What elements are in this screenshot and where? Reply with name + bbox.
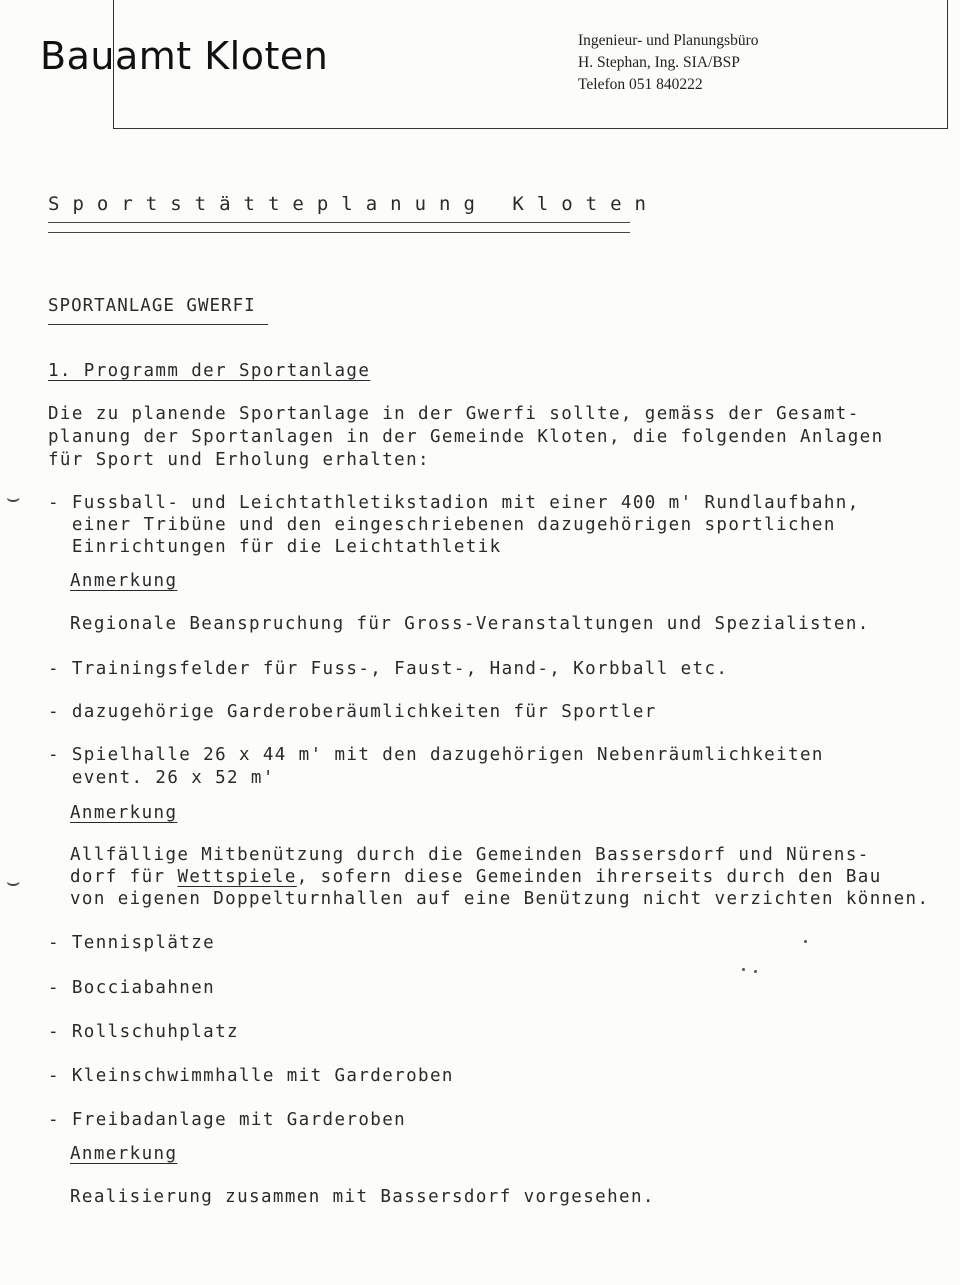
scan-speck <box>742 968 745 971</box>
note-2-line-2-post: , sofern diese Gemeinden ihrerseits durch den Bau <box>296 867 882 887</box>
scan-speck <box>804 940 807 943</box>
schwimmhalle-item: - Kleinschwimmhalle mit Garderoben <box>48 1066 454 1086</box>
garderobe-item: - dazugehörige Garderoberäumlichkeiten für Sportler <box>48 702 657 722</box>
scan-speck <box>754 970 757 973</box>
document-title: Sportstätteplanung Kloten <box>48 193 659 215</box>
intro-line-1: Die zu planende Sportanlage in der Gwerfi sollte, gemäss der Gesamt- <box>48 404 860 424</box>
note-text-3: Realisierung zusammen mit Bassersdorf vorgesehen. <box>70 1187 655 1207</box>
spielhalle-line-1: - Spielhalle 26 x 44 m' mit den dazugehörigen Nebenräumlichkeiten <box>48 745 824 765</box>
note-2-line-1: Allfällige Mitbenützung durch die Gemeinden Bassersdorf und Nürens- <box>70 845 870 865</box>
note-label-1: Anmerkung <box>70 571 178 591</box>
stadion-line-2: einer Tribüne und den eingeschriebenen dazugehörigen sportlichen <box>48 515 836 535</box>
wettspiele-underlined: Wettspiele <box>177 867 297 887</box>
section-underline <box>48 324 268 325</box>
note-label-2: Anmerkung <box>70 803 178 823</box>
freibad-item: - Freibadanlage mit Garderoben <box>48 1110 407 1130</box>
note-2-line-2 <box>70 867 882 887</box>
intro-line-3: für Sport und Erholung erhalten: <box>48 450 430 470</box>
bauamt-logo: Bauamt Kloten <box>40 34 329 78</box>
training-item: - Trainingsfelder für Fuss-, Faust-, Hand-, Korbball etc. <box>48 659 729 679</box>
office-line-2: H. Stephan, Ing. SIA/BSP <box>578 54 740 71</box>
office-line-1: Ingenieur- und Planungsbüro <box>578 32 759 49</box>
section-heading: SPORTANLAGE GWERFI <box>48 296 256 316</box>
note-2-line-2-pre: dorf für <box>70 867 178 887</box>
title-double-rule <box>48 222 630 233</box>
margin-check-mark-2: ⌣ <box>6 870 21 895</box>
margin-check-mark: ⌣ <box>6 486 21 511</box>
tennis-item: - Tennisplätze <box>48 933 216 953</box>
stadion-line-1: - Fussball- und Leichtathletikstadion mit einer 400 m' Rundlaufbahn, <box>48 493 860 513</box>
stadion-line-3: Einrichtungen für die Leichtathletik <box>48 537 502 557</box>
spielhalle-line-2: event. 26 x 52 m' <box>48 768 275 788</box>
office-line-3: Telefon 051 840222 <box>578 76 703 93</box>
note-2-line-3: von eigenen Doppelturnhallen auf eine Benützung nicht verzichten können. <box>70 889 930 909</box>
program-heading: 1. Programm der Sportanlage <box>48 361 371 381</box>
office-address <box>578 30 759 96</box>
boccia-item: - Bocciabahnen <box>48 978 216 998</box>
intro-line-2: planung der Sportanlagen in der Gemeinde Kloten, die folgenden Anlagen <box>48 427 884 447</box>
note-label-3: Anmerkung <box>70 1144 178 1164</box>
rollschuh-item: - Rollschuhplatz <box>48 1022 239 1042</box>
note-text-1: Regionale Beanspruchung für Gross-Veranstaltungen und Spezialisten. <box>70 614 870 634</box>
